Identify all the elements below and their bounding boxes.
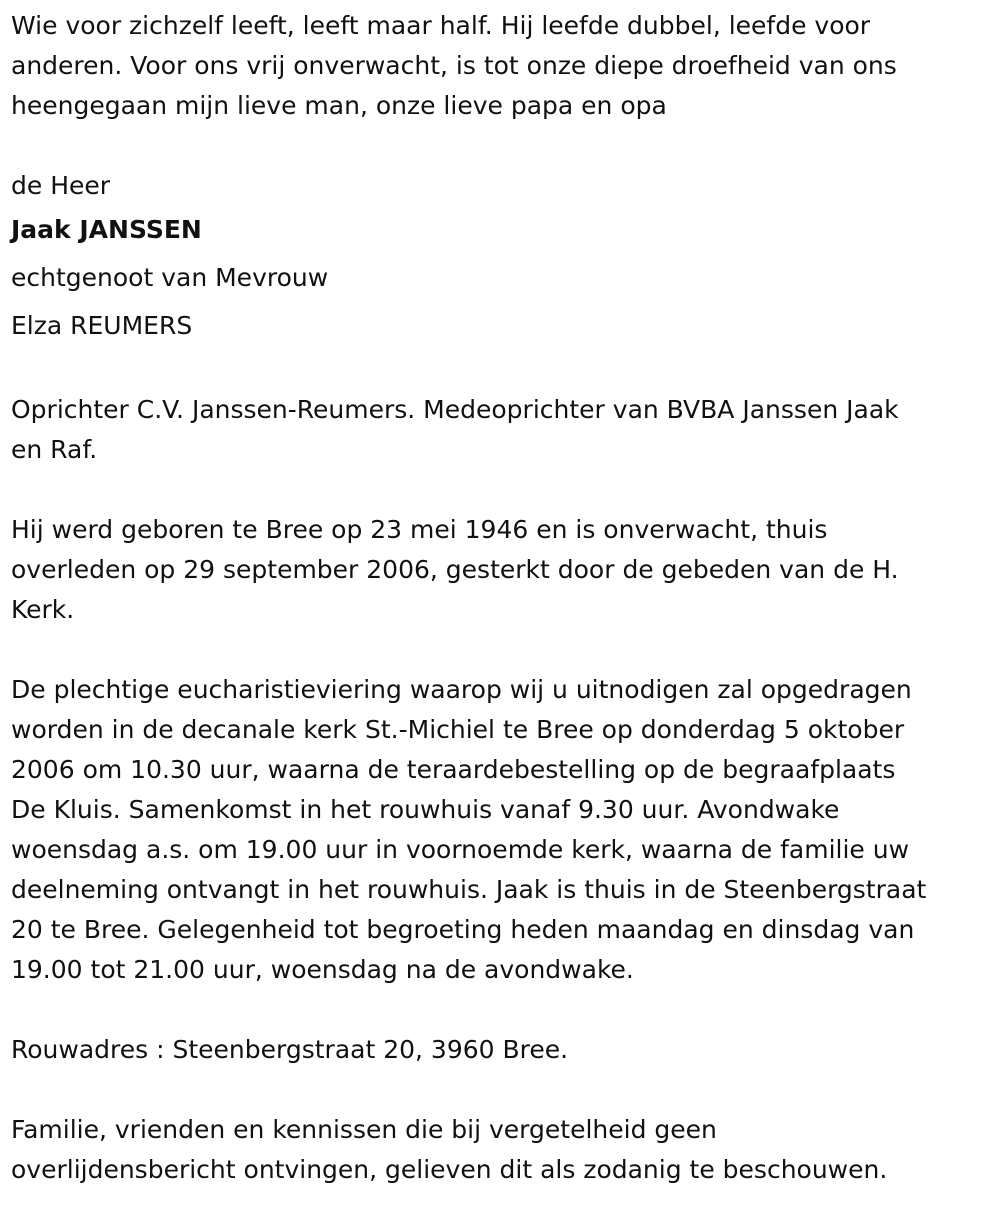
ceremony-paragraph xyxy=(11,670,991,990)
name-block xyxy=(11,166,991,350)
ceremony-line: worden in de decanale kerk St.-Michiel te Bree op donderdag 5 oktober xyxy=(11,715,905,744)
obituary-notice xyxy=(11,6,991,1190)
intro-line: heengegaan mijn lieve man, onze lieve papa en opa xyxy=(11,91,667,120)
birth-death-paragraph xyxy=(11,510,991,630)
founder-line: en Raf. xyxy=(11,435,98,464)
birth-death-line: Hij werd geboren te Bree op 23 mei 1946 en is onverwacht, thuis xyxy=(11,515,828,544)
ceremony-line: deelneming ontvangt in het rouwhuis. Jaak is thuis in de Steenbergstraat xyxy=(11,875,927,904)
ceremony-line: woensdag a.s. om 19.00 uur in voornoemde kerk, waarna de familie uw xyxy=(11,835,910,864)
intro-line: Wie voor zichzelf leeft, leeft maar half. Hij leefde dubbel, leefde voor xyxy=(11,11,871,40)
ceremony-line: De plechtige eucharistieviering waarop wij u uitnodigen zal opgedragen xyxy=(11,675,912,704)
intro-paragraph xyxy=(11,6,991,126)
birth-death-line: overleden op 29 september 2006, gesterkt door de gebeden van de H. xyxy=(11,555,899,584)
title-prefix: de Heer xyxy=(11,171,111,200)
deceased-name: Jaak JANSSEN xyxy=(11,215,202,244)
closing-line: overlijdensbericht ontvingen, gelieven dit als zodanig te beschouwen. xyxy=(11,1155,888,1184)
founder-line: Oprichter C.V. Janssen-Reumers. Medeoprichter van BVBA Janssen Jaak xyxy=(11,395,899,424)
ceremony-line: 2006 om 10.30 uur, waarna de teraardebestelling op de begraafplaats xyxy=(11,755,896,784)
spouse-line: echtgenoot van Mevrouw xyxy=(11,263,329,292)
ceremony-line: 20 te Bree. Gelegenheid tot begroeting heden maandag en dinsdag van xyxy=(11,915,915,944)
ceremony-line: De Kluis. Samenkomst in het rouwhuis vanaf 9.30 uur. Avondwake xyxy=(11,795,840,824)
address-paragraph xyxy=(11,1030,991,1070)
mourning-address: Rouwadres : Steenbergstraat 20, 3960 Bree. xyxy=(11,1035,569,1064)
founder-paragraph xyxy=(11,390,991,470)
closing-line: Familie, vrienden en kennissen die bij vergetelheid geen xyxy=(11,1115,717,1144)
ceremony-line: 19.00 tot 21.00 uur, woensdag na de avondwake. xyxy=(11,955,634,984)
closing-paragraph xyxy=(11,1110,991,1190)
birth-death-line: Kerk. xyxy=(11,595,75,624)
intro-line: anderen. Voor ons vrij onverwacht, is tot onze diepe droefheid van ons xyxy=(11,51,897,80)
spouse-name: Elza REUMERS xyxy=(11,311,193,340)
